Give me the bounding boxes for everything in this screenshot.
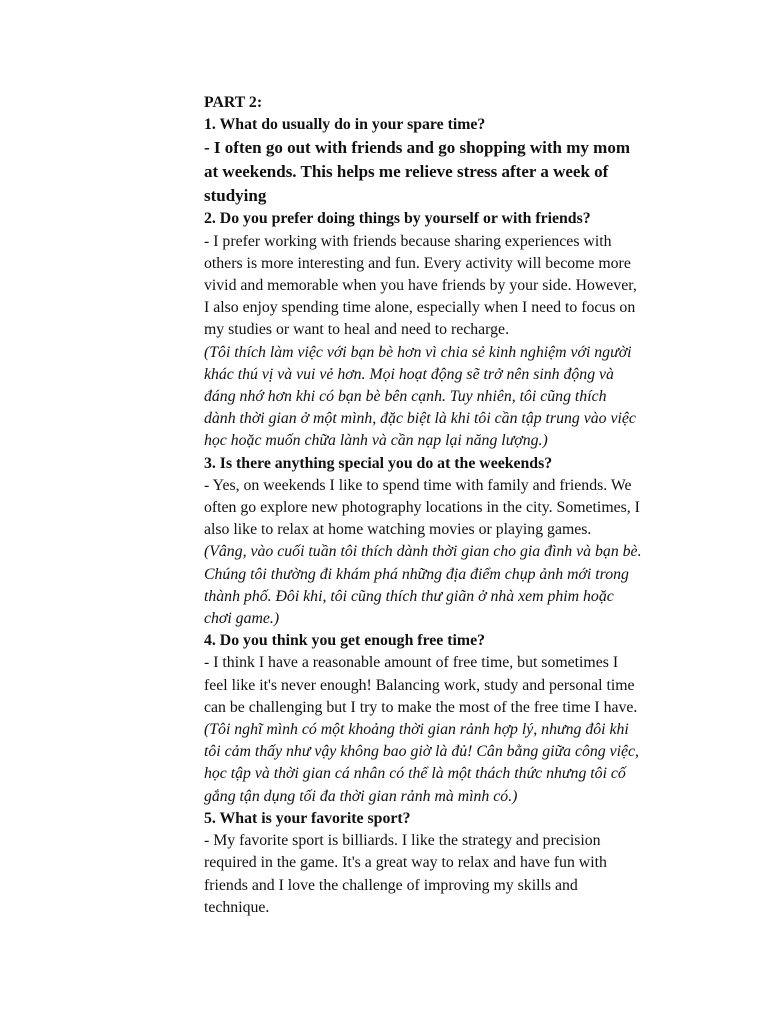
translation-line: (Tôi nghĩ mình có một khoảng thời gian rảnh hợp lý, nhưng đôi khi — [204, 721, 629, 739]
answer-line: vivid and memorable when you have friends by your side. However, — [204, 277, 637, 295]
answer-line: often go explore new photography locations in the city. Sometimes, I — [204, 499, 640, 517]
answer-line: - I prefer working with friends because sharing experiences with — [204, 232, 612, 250]
answer-2 — [204, 231, 660, 342]
answer-1 — [204, 136, 660, 208]
translation-line: (Tôi thích làm việc với bạn bè hơn vì chia sẻ kinh nghiệm với người — [204, 343, 632, 361]
qa-block-1 — [204, 114, 660, 208]
qa-block-2 — [204, 208, 660, 452]
translation-3 — [204, 541, 660, 630]
question-2: 2. Do you prefer doing things by yourself or with friends? — [204, 210, 591, 228]
translation-2 — [204, 342, 660, 453]
question-4: 4. Do you think you get enough free time? — [204, 632, 485, 650]
translation-line: (Vâng, vào cuối tuần tôi thích dành thời gian cho gia đình và bạn bè. — [204, 543, 642, 561]
answer-line: my studies or want to heal and need to recharge. — [204, 321, 510, 339]
answer-line: can be challenging but I try to make the most of the free time I have. — [204, 698, 638, 716]
qa-block-3 — [204, 453, 660, 631]
answer-line: feel like it's never enough! Balancing work, study and personal time — [204, 676, 635, 694]
translation-line: thành phố. Đôi khi, tôi cũng thích thư giãn ở nhà xem phim hoặc — [204, 587, 614, 605]
question-1: 1. What do usually do in your spare time? — [204, 116, 486, 134]
translation-line: gắng tận dụng tối đa thời gian rảnh mà mình có.) — [204, 787, 518, 805]
translation-line: Chúng tôi thường đi khám phá những địa điểm chụp ảnh mới trong — [204, 565, 629, 583]
question-5: 5. What is your favorite sport? — [204, 809, 411, 827]
answer-line: studying — [204, 186, 267, 206]
answer-line: required in the game. It's a great way to relax and have fun with — [204, 854, 607, 872]
answer-line: I also enjoy spending time alone, especially when I need to focus on — [204, 299, 636, 317]
part-heading: PART 2: — [204, 94, 263, 111]
translation-line: khác thú vị và vui vẻ hơn. Mọi hoạt động sẽ trở nên sinh động và — [204, 365, 614, 383]
translation-line: chơi game.) — [204, 610, 280, 628]
translation-line: học hoặc muốn chữa lành và cần nạp lại năng lượng.) — [204, 432, 548, 450]
translation-line: học tập và thời gian cá nhân có thể là một thách thức nhưng tôi cố — [204, 765, 626, 783]
answer-line: - I think I have a reasonable amount of free time, but sometimes I — [204, 654, 619, 672]
answer-line: others is more interesting and fun. Every activity will become more — [204, 254, 631, 272]
answer-line: - Yes, on weekends I like to spend time with family and friends. We — [204, 476, 632, 494]
qa-block-4 — [204, 630, 660, 808]
answer-4 — [204, 652, 660, 719]
question-3: 3. Is there anything special you do at the weekends? — [204, 454, 553, 472]
answer-line: at weekends. This helps me relieve stress after a week of — [204, 162, 609, 182]
document-page — [204, 92, 660, 919]
answer-line: technique. — [204, 898, 270, 916]
answer-line: - My favorite sport is billiards. I like the strategy and precision — [204, 832, 601, 850]
answer-line: friends and I love the challenge of improving my skills and — [204, 876, 578, 894]
translation-line: đáng nhớ hơn khi có bạn bè bên cạnh. Tuy nhiên, tôi cũng thích — [204, 388, 607, 406]
answer-line: also like to relax at home watching movies or playing games. — [204, 521, 592, 539]
answer-3 — [204, 475, 660, 542]
qa-block-5 — [204, 808, 660, 919]
translation-4 — [204, 719, 660, 808]
translation-line: tôi cảm thấy như vậy không bao giờ là đủ! Cân bằng giữa công việc, — [204, 743, 639, 761]
translation-line: dành thời gian ở một mình, đặc biệt là khi tôi cần tập trung vào việc — [204, 410, 636, 428]
answer-5 — [204, 830, 660, 919]
answer-line: - I often go out with friends and go shopping with my mom — [204, 138, 630, 158]
